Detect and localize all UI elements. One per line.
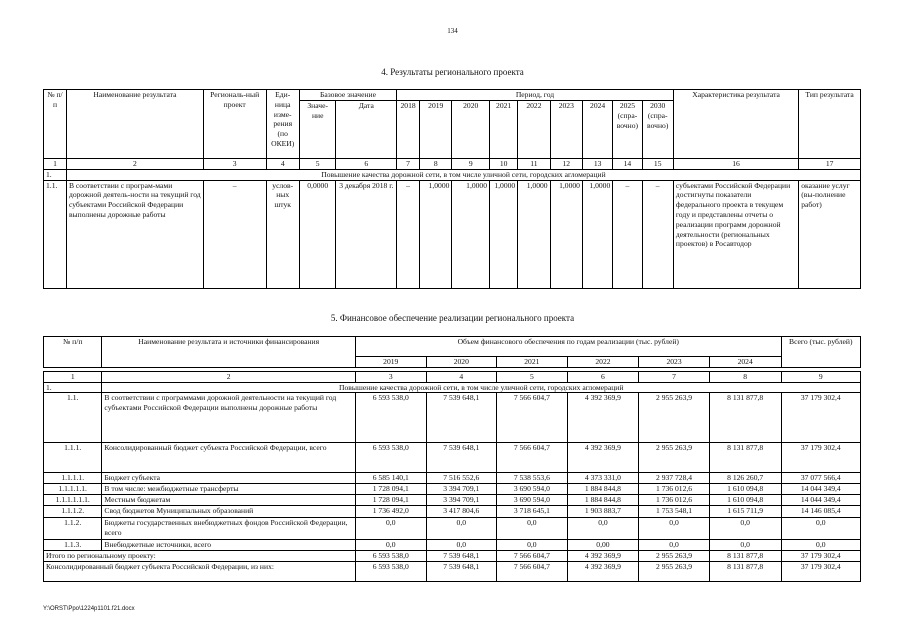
summary-value: 8 131 877,8 xyxy=(709,561,781,581)
row-value: 7 538 553,6 xyxy=(497,473,568,484)
header-name: Наименование результата xyxy=(66,90,203,159)
header-year: 2020 xyxy=(426,357,497,368)
column-number: 4 xyxy=(266,159,299,170)
row-value: 1 736 492,0 xyxy=(355,505,426,517)
summary-total: 37 179 302,4 xyxy=(781,561,860,581)
table-row xyxy=(44,473,861,484)
summary-value: 8 131 877,8 xyxy=(709,550,781,561)
row-value: 2 955 263,9 xyxy=(639,393,710,443)
page-number: 134 xyxy=(447,27,458,35)
row-value: 8 131 877,8 xyxy=(709,443,781,473)
column-number: 10 xyxy=(490,159,518,170)
row-num: 1.1.1.1.1.1. xyxy=(44,494,102,505)
row-value: 1 903 883,7 xyxy=(567,505,639,517)
summary-value: 7 566 604,7 xyxy=(497,550,568,561)
column-number: 3 xyxy=(355,371,426,382)
row-value: 8 126 260,7 xyxy=(709,473,781,484)
row-value: 3 394 709,1 xyxy=(426,494,497,505)
column-number: 15 xyxy=(642,159,673,170)
row-base-value: 0,0000 xyxy=(299,180,336,288)
group-label: Повышение качества дорожной сети, в том числе уличной сети, городских агломераций xyxy=(66,169,860,180)
header-characteristic: Характеристика результата xyxy=(673,90,798,159)
row-num: 1.1. xyxy=(44,180,67,288)
column-number: 12 xyxy=(550,159,582,170)
row-value: 0,0 xyxy=(709,517,781,539)
row-num: 1.1.1.1. xyxy=(44,473,102,484)
row-value: 2 937 728,4 xyxy=(639,473,710,484)
header-year: 2024 xyxy=(709,357,781,368)
row-value: 6 593 538,0 xyxy=(355,443,426,473)
group-num: 1. xyxy=(44,382,102,393)
summary-value: 4 392 369,9 xyxy=(567,561,639,581)
row-name: Консолидированный бюджет субъекта Российской Федерации, всего xyxy=(102,443,356,473)
header-year: 2025 (спра-вочно) xyxy=(613,101,642,159)
row-value: 6 585 140,1 xyxy=(355,473,426,484)
row-value: 3 690 594,0 xyxy=(497,484,568,495)
row-value: 3 690 594,0 xyxy=(497,494,568,505)
column-number: 11 xyxy=(518,159,550,170)
column-number: 7 xyxy=(397,159,420,170)
header-base-date: Дата xyxy=(336,101,397,159)
row-num: 1.1.3. xyxy=(44,539,102,550)
column-number: 1 xyxy=(44,159,67,170)
header-year: 2019 xyxy=(355,357,426,368)
row-value: 0,00 xyxy=(567,539,639,550)
summary-name: Итого по региональному проекту: xyxy=(44,550,356,561)
group-label: Повышение качества дорожной сети, в том числе уличной сети, городских агломераций xyxy=(102,382,861,393)
row-value: 1 728 094,1 xyxy=(355,484,426,495)
row-num: 1.1.1. xyxy=(44,443,102,473)
summary-value: 4 392 369,9 xyxy=(567,550,639,561)
row-value: 7 516 552,6 xyxy=(426,473,497,484)
section4-title: 4. Результаты регионального проекта xyxy=(381,67,524,77)
row-value: 7 566 604,7 xyxy=(497,443,568,473)
table-row xyxy=(44,539,861,550)
row-value: 0,0 xyxy=(497,517,568,539)
section5-title: 5. Финансовое обеспечение реализации регионального проекта xyxy=(330,313,575,323)
table-row xyxy=(44,443,861,473)
row-value: 1,0000 xyxy=(490,180,518,288)
row-value: 1,0000 xyxy=(420,180,452,288)
row-value: 7 539 648,1 xyxy=(426,393,497,443)
row-value: – xyxy=(613,180,642,288)
table-row xyxy=(44,393,861,443)
row-num: 1.1. xyxy=(44,393,102,443)
row-value: 7 566 604,7 xyxy=(497,393,568,443)
row-value: 4 373 331,0 xyxy=(567,473,639,484)
column-number: 9 xyxy=(781,371,860,382)
column-number: 4 xyxy=(426,371,497,382)
column-number: 14 xyxy=(613,159,642,170)
row-unit: услов-ных штук xyxy=(266,180,299,288)
row-num: 1.1.1.1.1. xyxy=(44,484,102,495)
row-base-date: 3 декабря 2018 г. xyxy=(336,180,397,288)
row-value: 8 131 877,8 xyxy=(709,393,781,443)
row-value: 0,0 xyxy=(709,539,781,550)
row-num: 1.1.2. xyxy=(44,517,102,539)
column-number: 1 xyxy=(44,371,102,382)
group-num: 1. xyxy=(44,169,67,180)
row-value: 0,0 xyxy=(639,539,710,550)
header-year: 2020 xyxy=(452,101,490,159)
row-name: В том числе: межбюджетные трансферты xyxy=(102,484,356,495)
row-total: 0,0 xyxy=(781,539,860,550)
header-year: 2023 xyxy=(550,101,582,159)
row-value: 1,0000 xyxy=(452,180,490,288)
table-row xyxy=(44,494,861,505)
row-name: Местным бюджетам xyxy=(102,494,356,505)
row-value: 3 417 804,6 xyxy=(426,505,497,517)
header-base-value: Значе-ние xyxy=(299,101,336,159)
row-name: Бюджет субъекта xyxy=(102,473,356,484)
column-number: 7 xyxy=(639,371,710,382)
finance-table xyxy=(43,336,861,582)
column-number: 5 xyxy=(497,371,568,382)
row-total: 0,0 xyxy=(781,517,860,539)
column-number: 16 xyxy=(673,159,798,170)
header-base: Базовое значение xyxy=(299,90,396,101)
table-row xyxy=(44,505,861,517)
header-year: 2023 xyxy=(639,357,710,368)
row-total: 14 044 349,4 xyxy=(781,484,860,495)
header-year: 2022 xyxy=(518,101,550,159)
row-value: 0,0 xyxy=(426,539,497,550)
row-name: В соответствии с програм-мами дорожной деятель-ности на текущий год субъектами Российской Федерации выполнены дорожные работы xyxy=(66,180,203,288)
column-number: 2 xyxy=(102,371,356,382)
column-number: 2 xyxy=(66,159,203,170)
summary-value: 2 955 263,9 xyxy=(639,550,710,561)
summary-total: 37 179 302,4 xyxy=(781,550,860,561)
table-row xyxy=(44,517,861,539)
row-value: 1 753 548,1 xyxy=(639,505,710,517)
row-total: 14 044 349,4 xyxy=(781,494,860,505)
row-value: 1 728 094,1 xyxy=(355,494,426,505)
header-year: 2019 xyxy=(420,101,452,159)
header-type: Тип результата xyxy=(799,90,861,159)
column-number: 5 xyxy=(299,159,336,170)
row-name: Свод бюджетов Муниципальных образований xyxy=(102,505,356,517)
column-number: 9 xyxy=(452,159,490,170)
row-value: 0,0 xyxy=(355,539,426,550)
row-type: оказание услуг (вы-полнение работ) xyxy=(799,180,861,288)
row-value: – xyxy=(642,180,673,288)
column-number: 8 xyxy=(420,159,452,170)
row-value: 1 736 012,6 xyxy=(639,494,710,505)
header-year: 2021 xyxy=(497,357,568,368)
row-value: 1,0000 xyxy=(550,180,582,288)
footer-path: Y:\ORST\Ppo\1224p1101.f21.docx xyxy=(43,606,135,612)
row-value: 3 718 645,1 xyxy=(497,505,568,517)
row-value: 1 610 094,8 xyxy=(709,484,781,495)
header-year: 2024 xyxy=(582,101,612,159)
summary-value: 7 566 604,7 xyxy=(497,561,568,581)
row-value: 1,0000 xyxy=(518,180,550,288)
summary-name: Консолидированный бюджет субъекта Российской Федерации, из них: xyxy=(44,561,356,581)
row-value: 4 392 369,9 xyxy=(567,393,639,443)
table-row xyxy=(44,484,861,495)
header-regional: Региональ-ный проект xyxy=(203,90,266,159)
summary-value: 2 955 263,9 xyxy=(639,561,710,581)
header-period: Период, год xyxy=(397,90,674,101)
row-name: Внебюджетные источники, всего xyxy=(102,539,356,550)
row-value: 1 884 844,8 xyxy=(567,494,639,505)
row-num: 1.1.1.2. xyxy=(44,505,102,517)
column-number: 6 xyxy=(567,371,639,382)
header-num: № п/п xyxy=(44,337,102,368)
row-value: 1 610 094,8 xyxy=(709,494,781,505)
row-value: 7 539 648,1 xyxy=(426,443,497,473)
summary-row xyxy=(44,550,861,561)
column-number: 13 xyxy=(582,159,612,170)
row-value: – xyxy=(397,180,420,288)
row-value: 0,0 xyxy=(426,517,497,539)
column-number: 6 xyxy=(336,159,397,170)
header-year: 2022 xyxy=(567,357,639,368)
summary-value: 7 539 648,1 xyxy=(426,561,497,581)
row-total: 37 179 302,4 xyxy=(781,443,860,473)
row-value: 3 394 709,1 xyxy=(426,484,497,495)
header-total: Всего (тыс. рублей) xyxy=(781,337,860,368)
results-table xyxy=(43,89,861,289)
column-number: 3 xyxy=(203,159,266,170)
row-value: 0,0 xyxy=(639,517,710,539)
row-value: 0,0 xyxy=(355,517,426,539)
row-value: 0,0 xyxy=(497,539,568,550)
row-value: 1 884 844,8 xyxy=(567,484,639,495)
header-num: № п/п xyxy=(44,90,67,159)
column-number: 17 xyxy=(799,159,861,170)
header-year: 2030 (спра-вочно) xyxy=(642,101,673,159)
header-year: 2018 xyxy=(397,101,420,159)
row-value: 6 593 538,0 xyxy=(355,393,426,443)
summary-value: 6 593 538,0 xyxy=(355,550,426,561)
row-name: Бюджеты государственных внебюджетных фондов Российской Федерации, всего xyxy=(102,517,356,539)
summary-value: 7 539 648,1 xyxy=(426,550,497,561)
row-total: 37 179 302,4 xyxy=(781,393,860,443)
header-name: Наименование результата и источники финансирования xyxy=(102,337,356,368)
row-regional: – xyxy=(203,180,266,288)
column-number: 8 xyxy=(709,371,781,382)
row-value: 1,0000 xyxy=(582,180,612,288)
row-name: В соответствии с программами дорожной деятельности на текущий год субъектами Российской Федерации выполнены дорожные работы xyxy=(102,393,356,443)
row-value: 4 392 369,9 xyxy=(567,443,639,473)
row-characteristic: субъектами Российской Федерации достигнуты показатели федерального проекта в текущем году и представлены отчеты о реализации программ дорожной деятельности (региональных проектов) в Росавтодор xyxy=(673,180,798,288)
summary-row xyxy=(44,561,861,581)
header-volume: Объем финансового обеспечения по годам реализации (тыс. рублей) xyxy=(355,337,781,357)
row-value: 0,0 xyxy=(567,517,639,539)
row-value: 2 955 263,9 xyxy=(639,443,710,473)
header-unit: Еди-ница изме-рения (по ОКЕИ) xyxy=(266,90,299,159)
header-year: 2021 xyxy=(490,101,518,159)
row-total: 37 077 566,4 xyxy=(781,473,860,484)
row-value: 1 615 711,9 xyxy=(709,505,781,517)
row-value: 1 736 012,6 xyxy=(639,484,710,495)
summary-value: 6 593 538,0 xyxy=(355,561,426,581)
row-total: 14 146 085,4 xyxy=(781,505,860,517)
